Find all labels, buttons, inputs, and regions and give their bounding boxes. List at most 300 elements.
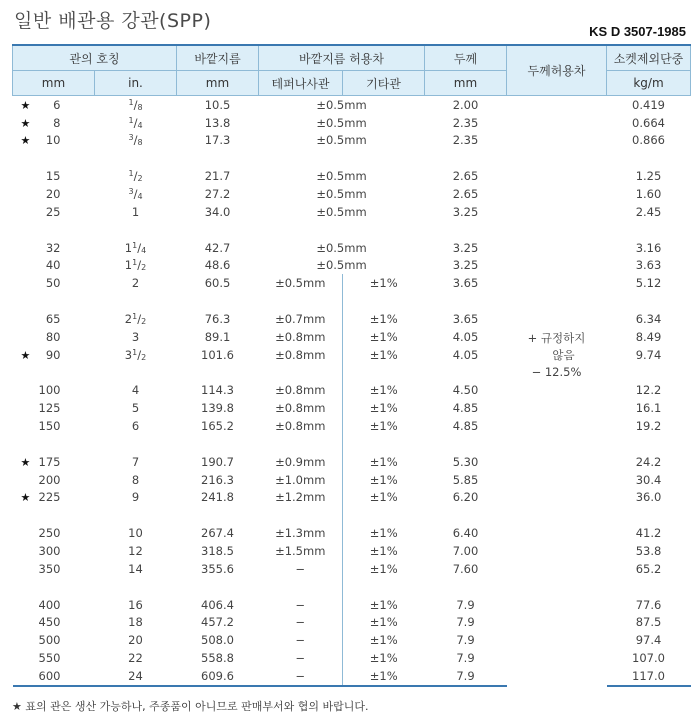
inch-numerator: 3 (128, 187, 134, 197)
thickness-value: 2.00 (452, 97, 479, 112)
od-value: 48.6 (204, 258, 231, 273)
spacer-cell (607, 292, 691, 310)
spacer-cell (425, 578, 507, 596)
nominal-inch-cell (95, 399, 177, 417)
inch-denominator: 2 (141, 263, 147, 273)
weight-value: 9.74 (635, 347, 662, 362)
table-row (13, 96, 691, 114)
spacer-cell (95, 578, 177, 596)
nominal-inch-cell (95, 96, 177, 114)
nominal-mm: 400 (38, 597, 61, 612)
nominal-mm-cell (13, 489, 95, 507)
fraction-slash: / (133, 187, 138, 202)
taper-tolerance: − (295, 633, 306, 648)
taper-tolerance: − (259, 667, 343, 686)
weight-value: 0.419 (632, 97, 665, 112)
header-od-mm: mm (177, 71, 259, 96)
other-tolerance: ±1% (343, 328, 425, 346)
spacer-cell (177, 221, 259, 239)
taper-tolerance: − (295, 597, 306, 612)
spacer-cell (259, 578, 343, 596)
spacer-cell (177, 506, 259, 524)
thickness-value: 3.25 (452, 204, 479, 219)
other-tolerance: ±1% (343, 542, 425, 560)
nominal-mm-cell (13, 310, 95, 328)
taper-tolerance: ±0.8mm (275, 401, 326, 416)
thickness-tolerance-line: − 12.5% (531, 365, 582, 380)
nominal-inch-cell (95, 524, 177, 542)
spacer-cell (177, 149, 259, 167)
inch-denominator: 8 (137, 138, 143, 148)
spacer-cell (607, 149, 691, 167)
fraction-slash: / (137, 258, 142, 273)
thickness-value: 5.85 (452, 472, 479, 487)
other-tolerance: ±1% (343, 274, 425, 292)
nominal-mm: 300 (38, 544, 61, 559)
spacer-cell (343, 506, 425, 524)
other-tolerance: ±1% (343, 471, 425, 489)
od-value: 508.0 (201, 633, 234, 648)
other-tolerance: ±1% (343, 649, 425, 667)
spacer-cell (95, 149, 177, 167)
star-mark: ★ (20, 98, 31, 112)
weight-value: 97.4 (635, 633, 662, 648)
spacer-cell (95, 221, 177, 239)
weight-value: 3.63 (635, 258, 662, 273)
header-weight: 소켓제외단중 (607, 45, 691, 71)
od-tolerance-span: ±0.5mm (316, 133, 367, 148)
weight-value: 1.25 (635, 169, 662, 184)
od-value: 27.2 (204, 187, 231, 202)
other-tolerance: ±1% (343, 614, 425, 632)
inch-whole: 24 (128, 668, 143, 683)
nominal-inch-cell (95, 114, 177, 132)
nominal-mm-cell (13, 560, 95, 578)
spacer-cell (177, 435, 259, 453)
nominal-mm-cell (13, 346, 95, 364)
nominal-inch-cell (95, 667, 177, 686)
spacer-cell (13, 292, 95, 310)
weight-value: 107.0 (632, 651, 665, 666)
nominal-mm-cell (13, 96, 95, 114)
taper-tolerance: − (295, 561, 306, 576)
inch-denominator: 4 (137, 120, 143, 130)
weight-value: 16.1 (635, 401, 662, 416)
thickness-value: 4.50 (452, 383, 479, 398)
nominal-mm-cell (13, 132, 95, 150)
thickness-value: 2.35 (452, 133, 479, 148)
taper-tolerance: ±0.8mm (275, 383, 326, 398)
od-value: 42.7 (204, 240, 231, 255)
fraction-slash: / (137, 240, 142, 255)
thickness-value: 4.05 (452, 347, 479, 362)
nominal-inch-cell (95, 382, 177, 400)
nominal-mm: 175 (38, 454, 61, 469)
spacer-cell (607, 578, 691, 596)
nominal-mm-cell (13, 596, 95, 614)
thickness-value: 7.60 (452, 561, 479, 576)
thickness-value: 2.35 (452, 115, 479, 130)
weight-value: 5.12 (635, 276, 662, 291)
inch-whole: 9 (131, 490, 140, 505)
inch-denominator: 4 (137, 192, 143, 202)
weight-value: 87.5 (635, 615, 662, 630)
od-value: 101.6 (201, 347, 234, 362)
nominal-inch-cell (95, 489, 177, 507)
nominal-mm: 20 (45, 187, 61, 202)
inch-whole: 1 (131, 204, 140, 219)
spacer-cell (343, 364, 425, 382)
taper-tolerance: ±0.8mm (275, 347, 326, 362)
taper-tolerance: − (295, 615, 306, 630)
inch-numerator: 1 (132, 258, 138, 268)
nominal-mm: 200 (38, 472, 61, 487)
thickness-tolerance-note (507, 330, 607, 381)
spacer-cell (343, 292, 425, 310)
spacer-cell (95, 506, 177, 524)
nominal-inch-cell (95, 542, 177, 560)
nominal-inch-cell (95, 560, 177, 578)
spacer-cell (343, 435, 425, 453)
thickness-value: 7.9 (456, 651, 475, 666)
spacer-cell (425, 435, 507, 453)
other-tolerance: ±1% (343, 596, 425, 614)
spacer-cell (95, 292, 177, 310)
nominal-mm: 40 (45, 258, 61, 273)
thickness-value: 2.65 (452, 169, 479, 184)
nominal-inch-cell (95, 203, 177, 221)
inch-numerator: 1 (128, 169, 134, 179)
page-title: 일반 배관용 강관(SPP) (14, 10, 212, 32)
spacer-cell (177, 578, 259, 596)
inch-whole: 16 (128, 597, 143, 612)
thickness-value: 7.00 (452, 544, 479, 559)
weight-value: 0.866 (632, 133, 665, 148)
taper-tolerance: − (295, 651, 306, 666)
thickness-tolerance-line: 않음 (552, 348, 575, 363)
other-tolerance: ±1% (343, 667, 425, 686)
nominal-mm-cell (13, 185, 95, 203)
fraction-slash: / (133, 97, 138, 112)
inch-whole: 20 (128, 633, 143, 648)
footnote: ★ 표의 관은 생산 가능하나, 주종품이 아니므로 판매부서와 협의 바랍니다. (12, 700, 369, 713)
header-mm: mm (13, 71, 95, 96)
spacer-cell (425, 149, 507, 167)
taper-tolerance: ±0.7mm (275, 312, 326, 327)
header-inch: in. (95, 71, 177, 96)
nominal-inch-cell (95, 649, 177, 667)
od-value: 190.7 (201, 454, 234, 469)
nominal-mm-cell (13, 614, 95, 632)
taper-tolerance: ±0.8mm (275, 419, 326, 434)
other-tolerance: ±1% (343, 382, 425, 400)
inch-whole: 3 (131, 329, 140, 344)
nominal-mm-cell (13, 667, 95, 686)
thickness-value: 7.9 (456, 597, 475, 612)
nominal-mm: 6 (53, 97, 61, 112)
nominal-mm-cell (13, 631, 95, 649)
weight-value: 6.34 (635, 312, 662, 327)
spacer-cell (343, 221, 425, 239)
weight-value: 12.2 (635, 383, 662, 398)
od-value: 355.6 (201, 561, 234, 576)
inch-numerator: 1 (128, 115, 134, 125)
nominal-inch-cell (95, 310, 177, 328)
nominal-mm: 150 (38, 419, 61, 434)
inch-whole: 8 (131, 472, 140, 487)
spacer-cell (259, 292, 343, 310)
nominal-inch-cell (95, 453, 177, 471)
spacer-cell (343, 149, 425, 167)
nominal-inch-cell (95, 185, 177, 203)
standard-code: KS D 3507-1985 (589, 24, 686, 39)
thickness-tolerance-line: + 규정하지 (527, 331, 586, 346)
nominal-mm: 100 (38, 383, 61, 398)
inch-numerator: 1 (132, 312, 138, 322)
inch-whole: 1 (124, 258, 133, 273)
inch-denominator: 2 (137, 174, 143, 184)
nominal-mm: 80 (45, 329, 61, 344)
nominal-mm: 15 (45, 169, 61, 184)
weight-value: 117.0 (607, 667, 691, 686)
weight-value: 36.0 (635, 490, 662, 505)
spacer-cell (95, 364, 177, 382)
other-tolerance: ±1% (343, 453, 425, 471)
od-value: 558.8 (201, 651, 234, 666)
weight-value: 1.60 (635, 187, 662, 202)
inch-whole: 2 (124, 312, 133, 327)
thickness-value: 5.30 (452, 454, 479, 469)
spacer-cell (13, 506, 95, 524)
inch-whole: 12 (128, 544, 143, 559)
inch-whole: 5 (131, 401, 140, 416)
nominal-inch-cell (95, 274, 177, 292)
nominal-inch-cell (95, 471, 177, 489)
inch-denominator: 2 (141, 317, 147, 327)
od-value: 34.0 (204, 204, 231, 219)
nominal-mm-cell (13, 167, 95, 185)
star-mark: ★ (20, 455, 31, 469)
nominal-inch-cell (95, 257, 177, 275)
weight-value: 2.45 (635, 204, 662, 219)
spacer-cell (343, 578, 425, 596)
inch-denominator: 4 (141, 245, 147, 255)
inch-whole: 1 (124, 240, 133, 255)
star-mark: ★ (20, 491, 31, 505)
weight-value: 0.664 (632, 115, 665, 130)
nominal-mm-cell (13, 542, 95, 560)
taper-tolerance: ±1.3mm (275, 526, 326, 541)
inch-whole: 3 (124, 347, 133, 362)
thickness-value: 3.65 (452, 276, 479, 291)
od-value: 165.2 (201, 419, 234, 434)
taper-tolerance: ±0.8mm (275, 329, 326, 344)
od-value: 13.8 (204, 115, 231, 130)
nominal-inch-cell (95, 596, 177, 614)
nominal-mm-cell (13, 328, 95, 346)
thickness-value: 2.65 (452, 187, 479, 202)
weight-value: 53.8 (635, 544, 662, 559)
taper-tolerance: ±0.9mm (275, 454, 326, 469)
inch-numerator: 1 (128, 97, 134, 107)
header-od-tolerance: 바깥지름 허용차 (259, 45, 425, 71)
weight-value: 65.2 (635, 561, 662, 576)
star-mark: ★ (20, 348, 31, 362)
spacer-cell (177, 292, 259, 310)
nominal-mm: 250 (38, 526, 61, 541)
od-tolerance-span: ±0.5mm (316, 187, 367, 202)
spacer-cell (13, 221, 95, 239)
od-value: 609.6 (177, 667, 259, 686)
nominal-inch-cell (95, 167, 177, 185)
nominal-mm-cell (13, 453, 95, 471)
nominal-mm-cell (13, 203, 95, 221)
other-tolerance: ±1% (343, 417, 425, 435)
nominal-mm: 600 (38, 668, 61, 683)
spacer-cell (95, 435, 177, 453)
nominal-inch-cell (95, 132, 177, 150)
od-value: 267.4 (201, 526, 234, 541)
od-tolerance-span: ±0.5mm (316, 115, 367, 130)
other-tolerance: ±1% (343, 524, 425, 542)
inch-whole: 4 (131, 383, 140, 398)
inch-whole: 6 (131, 419, 140, 434)
taper-tolerance: ±1.0mm (275, 472, 326, 487)
spacer-cell (259, 364, 343, 382)
od-value: 406.4 (201, 597, 234, 612)
spacer-cell (259, 506, 343, 524)
header-taper: 테퍼나사관 (259, 71, 343, 96)
header-thickness: 두께 (425, 45, 507, 71)
spacer-cell (259, 435, 343, 453)
nominal-inch-cell (95, 346, 177, 364)
weight-value: 8.49 (635, 329, 662, 344)
spacer-cell (13, 578, 95, 596)
od-tolerance-span: ±0.5mm (316, 169, 367, 184)
nominal-inch-cell (95, 328, 177, 346)
inch-whole: 14 (128, 561, 143, 576)
thickness-tolerance-cell (507, 96, 607, 686)
weight-value: 30.4 (635, 472, 662, 487)
weight-value: 41.2 (635, 526, 662, 541)
header-thickness-mm: mm (425, 71, 507, 96)
inch-whole: 22 (128, 651, 143, 666)
nominal-mm-cell (13, 114, 95, 132)
nominal-mm: 350 (38, 561, 61, 576)
nominal-mm-cell (13, 471, 95, 489)
od-value: 89.1 (204, 329, 231, 344)
nominal-mm: 500 (38, 633, 61, 648)
other-tolerance: ±1% (343, 560, 425, 578)
inch-numerator: 1 (132, 347, 138, 357)
spacer-cell (259, 221, 343, 239)
header-kgm: kg/m (607, 71, 691, 96)
pipe-spec-table (12, 44, 691, 687)
od-tolerance-span: ±0.5mm (316, 240, 367, 255)
spacer-cell (607, 221, 691, 239)
taper-tolerance: ±0.5mm (275, 276, 326, 291)
od-value: 17.3 (204, 133, 231, 148)
thickness-value: 4.85 (452, 401, 479, 416)
fraction-slash: / (137, 312, 142, 327)
spacer-cell (425, 506, 507, 524)
thickness-value: 4.05 (452, 329, 479, 344)
other-tolerance: ±1% (343, 631, 425, 649)
weight-value: 3.16 (635, 240, 662, 255)
inch-whole: 10 (128, 526, 143, 541)
nominal-mm: 25 (45, 204, 61, 219)
inch-denominator: 8 (137, 102, 143, 112)
other-tolerance: ±1% (343, 399, 425, 417)
fraction-slash: / (133, 169, 138, 184)
star-mark: ★ (20, 116, 31, 130)
thickness-value: 6.20 (452, 490, 479, 505)
nominal-mm-cell (13, 274, 95, 292)
nominal-mm: 50 (45, 276, 61, 291)
spacer-cell (13, 149, 95, 167)
spacer-cell (607, 506, 691, 524)
spacer-cell (259, 149, 343, 167)
thickness-value: 3.65 (452, 312, 479, 327)
thickness-value: 6.40 (452, 526, 479, 541)
nominal-mm-cell (13, 417, 95, 435)
spacer-cell (425, 364, 507, 382)
thickness-value: 4.85 (452, 419, 479, 434)
nominal-mm: 125 (38, 401, 61, 416)
taper-tolerance: ±1.5mm (275, 544, 326, 559)
weight-value: 77.6 (635, 597, 662, 612)
nominal-mm: 550 (38, 651, 61, 666)
weight-value: 19.2 (635, 419, 662, 434)
nominal-mm: 10 (45, 133, 61, 148)
thickness-value: 7.9 (456, 633, 475, 648)
nominal-inch-cell (95, 631, 177, 649)
nominal-mm-cell (13, 524, 95, 542)
header-nominal: 관의 호칭 (13, 45, 177, 71)
inch-numerator: 1 (132, 240, 138, 250)
header-other: 기타관 (343, 71, 425, 96)
nominal-mm: 225 (38, 490, 61, 505)
od-value: 114.3 (201, 383, 234, 398)
spacer-cell (13, 364, 95, 382)
od-tolerance-span: ±0.5mm (316, 204, 367, 219)
od-value: 21.7 (204, 169, 231, 184)
nominal-mm-cell (13, 257, 95, 275)
inch-numerator: 3 (128, 133, 134, 143)
od-value: 60.5 (204, 276, 231, 291)
spacer-cell (177, 364, 259, 382)
od-value: 10.5 (204, 97, 231, 112)
other-tolerance: ±1% (343, 346, 425, 364)
fraction-slash: / (137, 347, 142, 362)
nominal-mm: 90 (45, 347, 61, 362)
header-thickness-tolerance: 두께허용차 (507, 45, 607, 96)
other-tolerance: ±1% (343, 310, 425, 328)
nominal-inch-cell (95, 614, 177, 632)
od-value: 241.8 (201, 490, 234, 505)
inch-whole: 7 (131, 454, 140, 469)
thickness-value: 3.25 (452, 240, 479, 255)
nominal-mm: 32 (45, 240, 61, 255)
thickness-value: 7.9 (456, 615, 475, 630)
spacer-cell (607, 364, 691, 382)
od-value: 216.3 (201, 472, 234, 487)
spacer-cell (13, 435, 95, 453)
nominal-inch-cell (95, 239, 177, 257)
inch-whole: 2 (131, 276, 140, 291)
inch-denominator: 2 (141, 352, 147, 362)
nominal-inch-cell (95, 417, 177, 435)
